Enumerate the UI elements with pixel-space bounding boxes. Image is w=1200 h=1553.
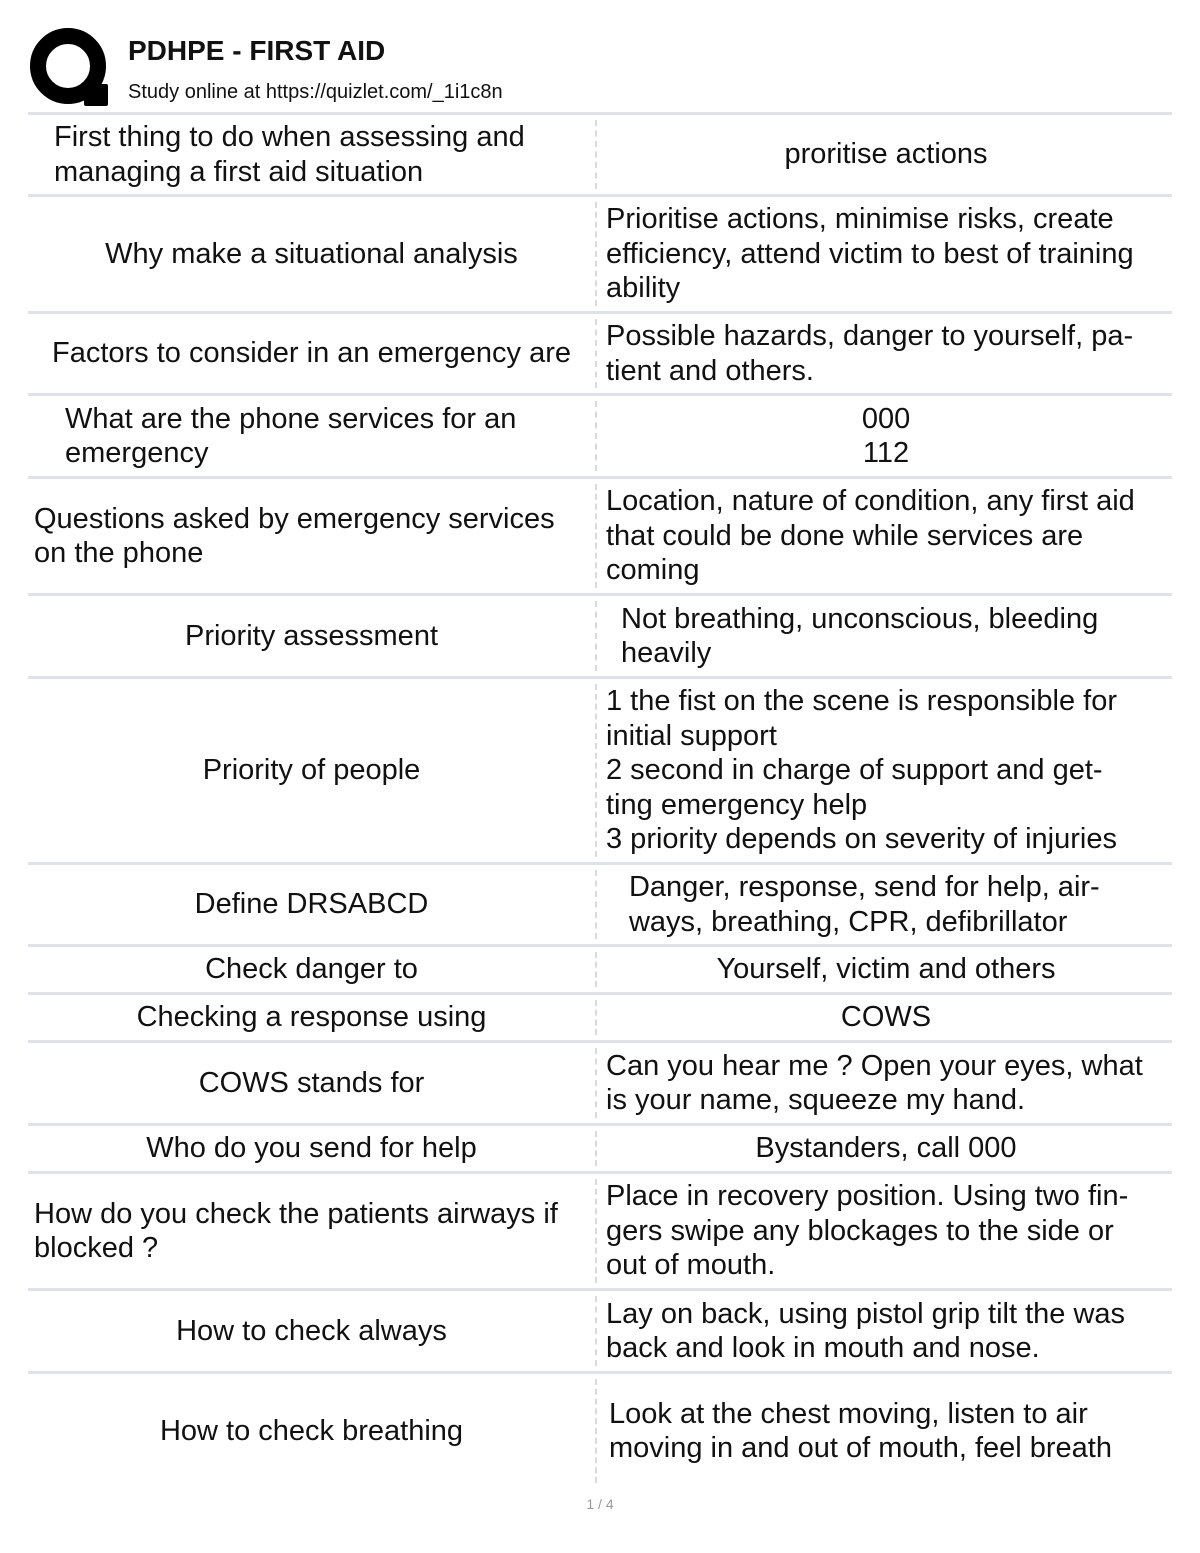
card-definition: Prioritise actions, minimise risks, create efficiency, attend victim to best of training ability — [606, 203, 1134, 305]
card-definition: Lay on back, using pistol grip tilt the was back and look in mouth and nose. — [606, 1297, 1126, 1364]
card-row — [28, 396, 1172, 479]
document-header — [28, 26, 1178, 112]
quizlet-logo-icon — [28, 26, 112, 110]
card-definition: Location, nature of condition, any first aid that could be done while services are coming — [606, 485, 1135, 587]
card-definition: Can you hear me ? Open your eyes, what is your name, squeeze my hand. — [606, 1049, 1143, 1116]
card-definition: proritise actions — [784, 138, 988, 171]
card-definition: Not breathing, unconscious, bleeding heavily — [621, 602, 1099, 669]
card-definition: Yourself, victim and others — [716, 953, 1056, 986]
card-row — [28, 947, 1172, 995]
card-definition: COWS — [840, 1001, 932, 1034]
card-definition: 1 the fist on the scene is responsible for initial support 2 second in charge of support and get- ting emergency help 3 priority depends on severity of injuries — [606, 685, 1118, 856]
study-online-link[interactable]: Study online at https://quizlet.com/_1i1c8n — [128, 81, 503, 103]
card-term: Questions asked by emergency services on the phone — [34, 502, 555, 569]
card-term: How to check always — [176, 1314, 447, 1347]
card-row — [28, 1174, 1172, 1291]
card-row — [28, 197, 1172, 314]
page-number: 1 / 4 — [586, 1496, 614, 1512]
card-term: Priority assessment — [184, 619, 438, 652]
card-row — [28, 479, 1172, 596]
card-row — [28, 1374, 1172, 1488]
card-term: Define DRSABCD — [194, 888, 429, 921]
card-term: First thing to do when assessing and managing a first aid situation — [54, 121, 525, 188]
card-definition: Danger, response, send for help, air- ways, breathing, CPR, defibrillator — [628, 871, 1100, 938]
card-term: COWS stands for — [198, 1066, 425, 1099]
card-term: Check danger to — [205, 953, 418, 986]
card-definition: Place in recovery position. Using two fin- gers swipe any blockages to the side or out of mouth. — [606, 1180, 1129, 1282]
card-term: Who do you send for help — [146, 1132, 477, 1165]
card-definition: Bystanders, call 000 — [755, 1132, 1017, 1165]
card-term: Checking a response using — [136, 1001, 487, 1034]
card-row — [28, 1291, 1172, 1374]
card-definition: Possible hazards, danger to yourself, pa- tient and others. — [606, 320, 1134, 387]
card-term: Why make a situational analysis — [105, 237, 518, 270]
card-definition: Look at the chest moving, listen to air moving in and out of mouth, feel breath — [609, 1397, 1112, 1464]
card-row — [28, 865, 1172, 947]
card-definition: 000 112 — [861, 402, 911, 469]
card-row — [28, 995, 1172, 1043]
card-row — [28, 1043, 1172, 1126]
card-term: How to check breathing — [159, 1414, 464, 1447]
card-row — [28, 596, 1172, 679]
flashcard-table — [28, 112, 1172, 1488]
card-term: Factors to consider in an emergency are — [51, 337, 572, 370]
card-term: How do you check the patients airways if blocked ? — [34, 1197, 558, 1264]
card-row — [28, 314, 1172, 396]
card-row — [28, 115, 1172, 197]
card-term: Priority of people — [202, 754, 421, 787]
card-row — [28, 679, 1172, 865]
card-term: What are the phone services for an emergency — [65, 402, 517, 469]
card-row — [28, 1126, 1172, 1174]
document-title: PDHPE - FIRST AID — [128, 35, 386, 66]
